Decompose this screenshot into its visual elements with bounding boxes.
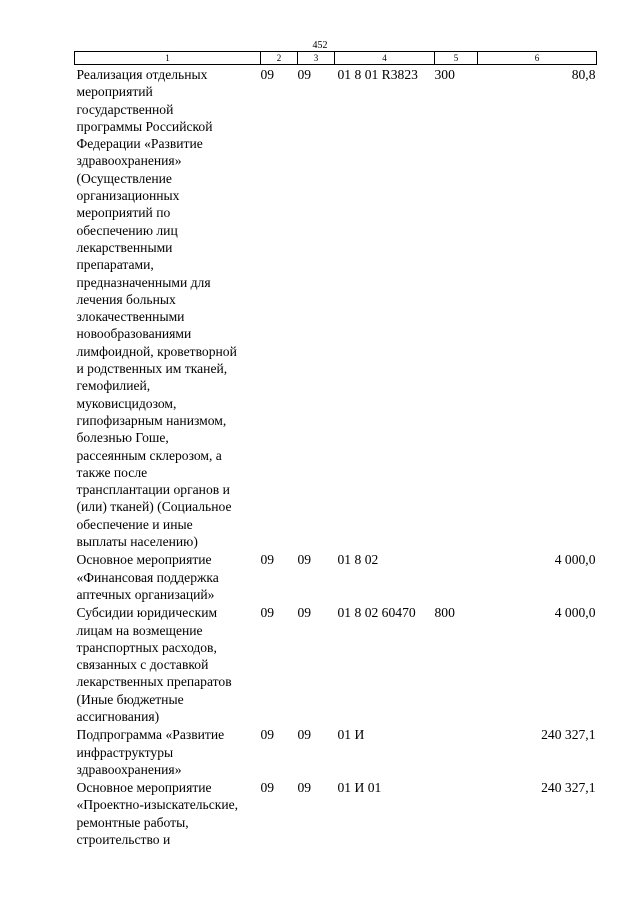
name-line: лимфоидной, кроветворной [76, 343, 237, 359]
name-line: и родственных им тканей, [76, 361, 228, 377]
table-header-row [75, 52, 597, 65]
name-line: Федерации «Развитие [76, 136, 203, 152]
row-col-6: 240 327,1 [541, 780, 596, 796]
name-line: программы Российской [76, 118, 213, 134]
name-line: Реализация отдельных [76, 67, 208, 82]
name-line: организационных [76, 188, 180, 204]
name-line: ремонтные работы, [76, 814, 189, 830]
row-col-3: 09 [297, 605, 312, 621]
name-line: новообразованиями [76, 326, 192, 342]
row-col-4: 01 И [337, 727, 365, 743]
row-col-2: 09 [260, 727, 275, 743]
name-line: «Проектно-изыскательские, [76, 797, 239, 813]
name-line: выплаты населению) [76, 534, 198, 550]
name-line: препаратами, [76, 257, 154, 273]
row-name [75, 65, 261, 551]
header-col-6: 6 [478, 52, 597, 65]
row-col-5 [435, 778, 478, 848]
row-name [75, 778, 261, 848]
row-col-5: 300 [434, 67, 455, 82]
row-col-6: 4 000,0 [554, 552, 596, 568]
name-line: (или) тканей) (Социальное [76, 499, 232, 515]
table-row [75, 778, 597, 848]
name-line: «Финансовая поддержка [76, 569, 219, 585]
row-col-4: 01 8 02 [337, 552, 379, 568]
name-line: гипофизарным нанизмом, [76, 412, 227, 428]
name-line: лекарственными [76, 239, 173, 255]
page-number: 452 [312, 40, 328, 51]
name-line: обеспечение и иные [76, 516, 193, 532]
name-line: гемофилией, [76, 378, 151, 394]
table-row [75, 550, 597, 603]
name-line: связанных с доставкой [76, 657, 209, 673]
name-line: инфраструктуры [76, 744, 174, 760]
row-name [75, 550, 261, 603]
row-col-2: 09 [260, 552, 275, 568]
name-line: (Осуществление [76, 170, 172, 186]
row-col-6: 4 000,0 [554, 605, 596, 621]
row-col-6: 80,8 [571, 67, 596, 82]
row-col-2: 09 [260, 67, 275, 82]
row-col-2: 09 [260, 605, 275, 621]
name-line: Основное мероприятие [76, 780, 212, 796]
name-line: злокачественными [76, 309, 185, 325]
name-line: здравоохранения» [76, 153, 182, 169]
name-line: мероприятий [76, 84, 153, 100]
row-col-4: 01 И 01 [337, 780, 382, 796]
row-col-5 [435, 550, 478, 603]
row-col-5 [435, 725, 478, 778]
header-col-4: 4 [335, 52, 435, 65]
table-row [75, 65, 597, 551]
row-col-4: 01 8 01 R3823 [337, 67, 418, 82]
row-col-4: 01 8 02 60470 [337, 605, 416, 621]
row-col-3: 09 [297, 780, 312, 796]
row-col-3: 09 [297, 67, 312, 82]
row-name [75, 725, 261, 778]
row-col-2: 09 [260, 780, 275, 796]
name-line: предназначенными для [76, 274, 211, 290]
name-line: лицам на возмещение [76, 622, 203, 638]
name-line: транспортных расходов, [76, 639, 217, 655]
row-col-5: 800 [434, 605, 455, 621]
budget-table [74, 51, 597, 848]
name-line: муковисцидозом, [76, 395, 177, 411]
header-col-1: 1 [75, 52, 261, 65]
name-line: Основное мероприятие [76, 552, 212, 568]
name-line: также после [76, 464, 148, 480]
header-col-5: 5 [435, 52, 478, 65]
header-col-3: 3 [298, 52, 335, 65]
header-col-2: 2 [261, 52, 298, 65]
name-line: лекарственных препаратов [76, 674, 232, 690]
name-line: трансплантации органов и [76, 482, 230, 498]
name-line: здравоохранения» [76, 761, 182, 777]
name-line: обеспечению лиц [76, 222, 178, 238]
name-line: строительство и [76, 832, 171, 848]
row-col-3: 09 [297, 727, 312, 743]
name-line: Субсидии юридическим [76, 605, 218, 621]
row-name [75, 603, 261, 725]
name-line: болезнью Гоше, [76, 430, 169, 446]
name-line: ассигнования) [76, 708, 160, 724]
row-col-3: 09 [297, 552, 312, 568]
table-row [75, 603, 597, 725]
name-line: (Иные бюджетные [76, 691, 184, 707]
name-line: аптечных организаций» [76, 586, 215, 602]
row-col-6: 240 327,1 [541, 727, 596, 743]
name-line: государственной [76, 101, 174, 117]
name-line: Подпрограмма «Развитие [76, 727, 225, 743]
name-line: рассеянным склерозом, а [76, 447, 222, 463]
name-line: мероприятий по [76, 205, 171, 221]
name-line: лечения больных [76, 291, 176, 307]
table-row [75, 725, 597, 778]
